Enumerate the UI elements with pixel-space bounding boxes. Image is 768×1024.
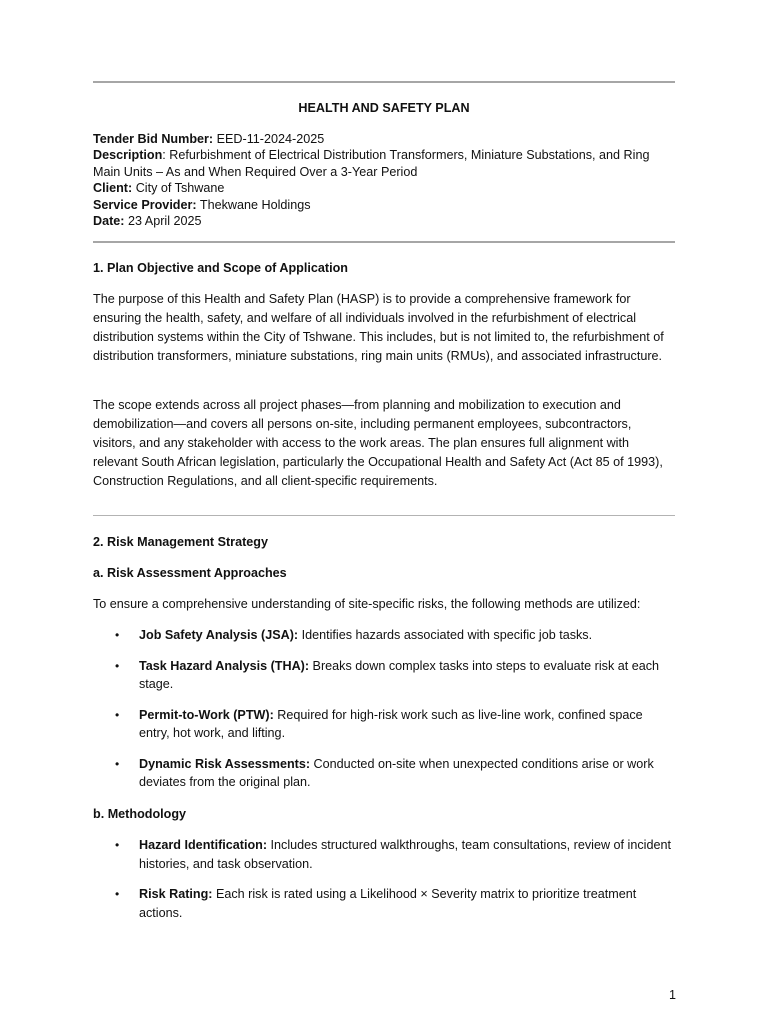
methodology-list bbox=[93, 836, 675, 922]
client-value: City of Tshwane bbox=[135, 181, 225, 196]
list-item-text: Breaks down complex tasks into steps to evaluate risk at each stage. bbox=[139, 658, 660, 691]
list-item bbox=[93, 626, 675, 645]
subsection-a-heading: a. Risk Assessment Approaches bbox=[93, 566, 287, 580]
section-divider bbox=[93, 515, 675, 516]
subsection-b bbox=[93, 805, 675, 824]
section-1-paragraph-2-text: The scope extends across all project phases—from planning and mobilization to execution and demobilization—and covers all persons on-site, including permanent employees, subcontractors, visitors, and any stakeholder with access to the work areas. The plan ensures full alignment with relevant South African legislation, particularly the Occupational Health and Safety Act (Act 85 of 1993), Construction Regulations, and all client-specific requirements. bbox=[93, 398, 663, 488]
service-provider-label: Service Provider: bbox=[93, 197, 197, 212]
list-item-term: Job Safety Analysis (JSA): bbox=[139, 628, 299, 642]
section-1-heading: 1. Plan Objective and Scope of Application bbox=[93, 261, 348, 275]
list-item bbox=[93, 836, 675, 873]
date-line bbox=[93, 213, 675, 229]
tender-bid-label: Tender Bid Number: bbox=[93, 132, 214, 146]
list-item-term: Dynamic Risk Assessments: bbox=[139, 756, 311, 771]
list-item-term: Risk Rating: bbox=[139, 887, 213, 901]
section-2-heading: 2. Risk Management Strategy bbox=[93, 535, 268, 549]
subsection-b-heading: b. Methodology bbox=[93, 807, 187, 821]
client-label: Client: bbox=[93, 181, 133, 196]
list-item-text: Each risk is rated using a Likelihood × Severity matrix to prioritize treatment actions. bbox=[139, 887, 637, 920]
bullet-icon: • bbox=[115, 756, 120, 771]
client-line bbox=[93, 180, 675, 196]
date-value: 23 April 2025 bbox=[128, 214, 202, 229]
section-1-paragraph-1 bbox=[93, 290, 675, 366]
document-metadata bbox=[93, 131, 675, 229]
subsection-a-intro-text: To ensure a comprehensive understanding of site-specific risks, the following methods are utilized: bbox=[93, 597, 641, 611]
service-provider-value: Thekwane Holdings bbox=[199, 197, 311, 212]
list-item-term: Task Hazard Analysis (THA): bbox=[139, 658, 310, 673]
section-1-paragraph-2 bbox=[93, 396, 675, 491]
bullet-icon: • bbox=[115, 628, 120, 642]
service-provider-line bbox=[93, 197, 675, 213]
document-page bbox=[93, 0, 675, 1024]
description-label: Description bbox=[93, 148, 163, 163]
subsection-a-intro bbox=[93, 595, 675, 614]
bullet-icon: • bbox=[115, 838, 120, 852]
list-item-text: Includes structured walkthroughs, team consultations, review of incident histories, and task observation. bbox=[139, 838, 671, 871]
bullet-icon: • bbox=[115, 658, 120, 673]
description-line bbox=[93, 147, 675, 180]
list-item-text: Identifies hazards associated with specific job tasks. bbox=[298, 628, 593, 642]
tender-bid-line bbox=[93, 131, 675, 147]
document-title: HEALTH AND SAFETY PLAN bbox=[298, 101, 470, 115]
list-item-term: Permit-to-Work (PTW): bbox=[139, 707, 274, 722]
list-item-text: Conducted on-site when unexpected conditions arise or work deviates from the original plan. bbox=[139, 756, 654, 789]
risk-assessment-list bbox=[93, 626, 675, 792]
description-value: : Refurbishment of Electrical Distribution Transformers, Miniature Substations, and Ring Main Units – As and When Required Over a 3-Year Period bbox=[93, 148, 650, 179]
section-1 bbox=[93, 259, 675, 278]
list-item bbox=[93, 706, 675, 743]
bullet-icon: • bbox=[115, 707, 120, 722]
list-item bbox=[93, 657, 675, 694]
bullet-icon: • bbox=[115, 887, 120, 901]
list-item-term: Hazard Identification: bbox=[139, 838, 268, 852]
list-item bbox=[93, 885, 675, 922]
list-item-text: Required for high-risk work such as live-line work, confined space entry, hot work, and lifting. bbox=[139, 707, 643, 740]
subsection-a bbox=[93, 564, 675, 583]
page-number: 1 bbox=[669, 988, 677, 1002]
top-divider bbox=[93, 81, 675, 83]
tender-bid-value: EED-11-2024-2025 bbox=[216, 132, 325, 146]
date-label: Date: bbox=[93, 214, 125, 229]
list-item bbox=[93, 755, 675, 792]
metadata-divider bbox=[93, 241, 675, 243]
section-1-paragraph-1-text: The purpose of this Health and Safety Plan (HASP) is to provide a comprehensive framework for ensuring the health, safety, and welfare of all individuals involved in the refurbishment of electrical distribution systems within the City of Tshwane. This includes, but is not limited to, the refurbishment of distribution transformers, miniature substations, ring main units (RMUs), and associated infrastructure. bbox=[93, 292, 664, 363]
section-2 bbox=[93, 533, 675, 552]
